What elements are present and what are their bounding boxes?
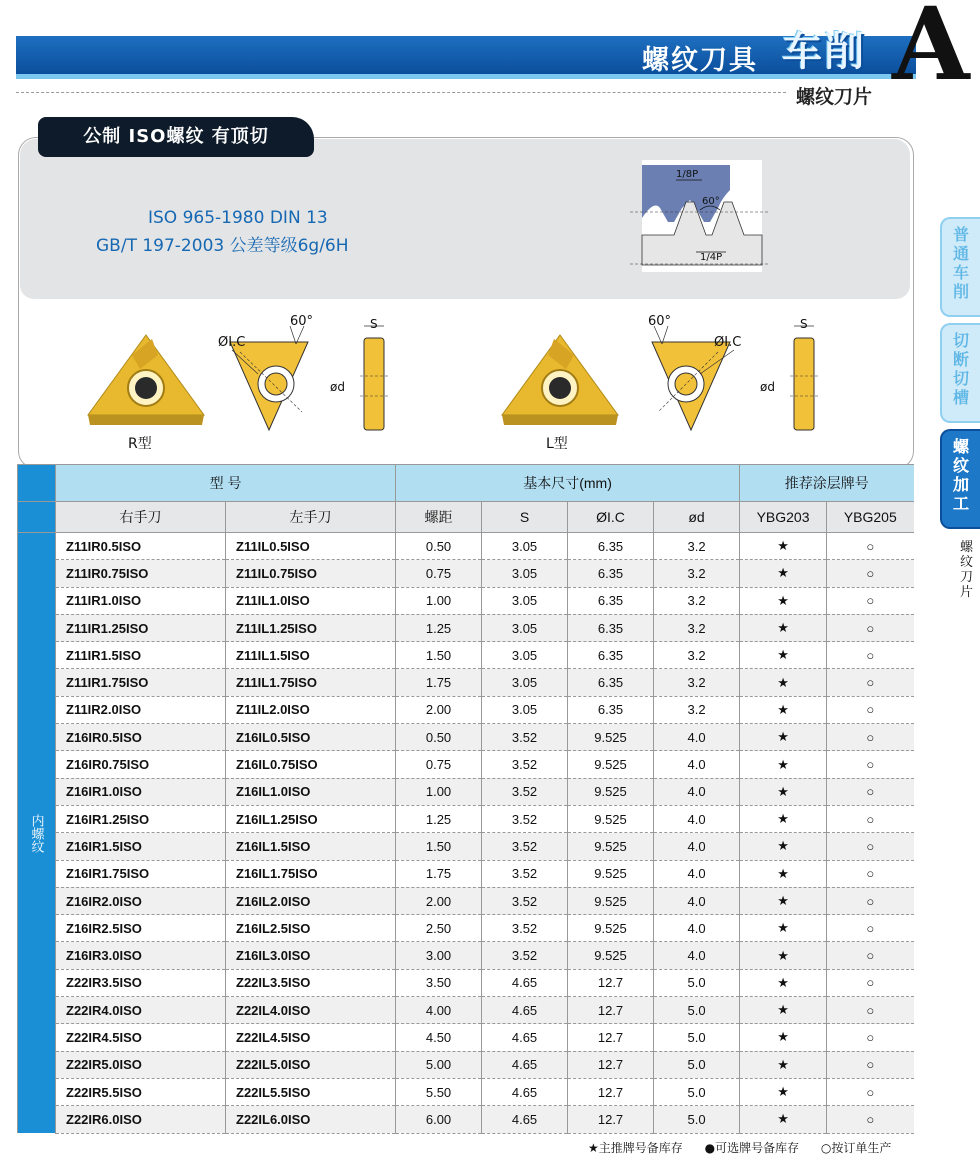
table-cell: 1.75 xyxy=(396,860,482,887)
table-cell: 6.35 xyxy=(568,669,654,696)
table-cell: Z22IR4.5ISO xyxy=(56,1024,226,1051)
table-cell: Z11IR1.5ISO xyxy=(56,642,226,669)
table-cell: Z11IL1.0ISO xyxy=(226,587,396,614)
table-cell: Z16IL1.0ISO xyxy=(226,778,396,805)
table-cell: ★ xyxy=(740,833,827,860)
insert-r-label: R型 xyxy=(128,436,152,452)
table-cell: Z22IL4.0ISO xyxy=(226,997,396,1024)
table-cell: 6.35 xyxy=(568,642,654,669)
table-cell: ○ xyxy=(827,887,914,914)
table-cell: ★ xyxy=(740,696,827,723)
table-cell: 6.35 xyxy=(568,560,654,587)
table-cell: 3.05 xyxy=(482,669,568,696)
table-cell: ○ xyxy=(827,778,914,805)
table-cell: Z16IR0.75ISO xyxy=(56,751,226,778)
table-cell: 0.75 xyxy=(396,560,482,587)
table-cell: Z16IL3.0ISO xyxy=(226,942,396,969)
header-strip xyxy=(16,74,916,79)
header-bar xyxy=(16,36,916,74)
table-cell: 4.65 xyxy=(482,1078,568,1105)
table-cell: 9.525 xyxy=(568,915,654,942)
table-cell: 9.525 xyxy=(568,833,654,860)
thread-pitch-top-label: 1/8P xyxy=(676,169,699,180)
table-cell: 12.7 xyxy=(568,997,654,1024)
table-cell: ★ xyxy=(740,751,827,778)
table-row xyxy=(18,560,914,587)
group-label: 内螺纹 xyxy=(18,533,56,1134)
col-ybg205: YBG205 xyxy=(827,502,914,533)
sidebar-note: 螺纹刀片 xyxy=(960,540,974,600)
table-cell: 1.00 xyxy=(396,778,482,805)
table-cell: ○ xyxy=(827,1024,914,1051)
thread-angle-label: 60° xyxy=(702,196,720,207)
table-cell: Z11IL2.0ISO xyxy=(226,696,396,723)
thread-profile-diagram xyxy=(630,160,770,275)
table-cell: 3.2 xyxy=(654,614,740,641)
table-cell: ○ xyxy=(827,833,914,860)
table-cell: 5.0 xyxy=(654,997,740,1024)
table-cell: ★ xyxy=(740,533,827,560)
page-subtitle: 螺纹刀片 xyxy=(796,86,873,108)
l-d-label: ød xyxy=(760,380,775,394)
sidebar-tab-threading[interactable] xyxy=(940,429,980,529)
table-cell: 4.65 xyxy=(482,969,568,996)
table-cell: 0.50 xyxy=(396,724,482,751)
table-cell: ★ xyxy=(740,614,827,641)
table-cell: ○ xyxy=(827,587,914,614)
table-cell: Z16IR1.0ISO xyxy=(56,778,226,805)
table-cell: ★ xyxy=(740,942,827,969)
header-corner xyxy=(18,465,56,502)
table-cell: 4.65 xyxy=(482,1051,568,1078)
table-cell: Z22IR5.5ISO xyxy=(56,1078,226,1105)
table-cell: ★ xyxy=(740,587,827,614)
table-cell: Z11IR0.5ISO xyxy=(56,533,226,560)
insert-l-label: L型 xyxy=(546,436,568,452)
table-cell: Z16IR2.5ISO xyxy=(56,915,226,942)
table-row xyxy=(18,805,914,832)
table-cell: 3.05 xyxy=(482,696,568,723)
table-row xyxy=(18,696,914,723)
table-cell: 1.25 xyxy=(396,614,482,641)
table-cell: 12.7 xyxy=(568,1078,654,1105)
sidebar-tab-label: 螺纹加工 xyxy=(953,437,970,513)
section-tab: 公制 ISO螺纹 有顶切 xyxy=(38,117,314,157)
table-cell: 2.00 xyxy=(396,887,482,914)
table-row xyxy=(18,915,914,942)
table-cell: 3.2 xyxy=(654,669,740,696)
table-cell: 3.52 xyxy=(482,778,568,805)
header-model: 型 号 xyxy=(56,465,396,502)
table-cell: ○ xyxy=(827,969,914,996)
table-cell: 1.50 xyxy=(396,833,482,860)
table-cell: ○ xyxy=(827,724,914,751)
col-s: S xyxy=(482,502,568,533)
table-cell: 3.2 xyxy=(654,560,740,587)
table-cell: 5.0 xyxy=(654,1051,740,1078)
insert-r-drawing xyxy=(218,312,318,432)
table-cell: Z16IL0.5ISO xyxy=(226,724,396,751)
table-cell: Z11IL0.5ISO xyxy=(226,533,396,560)
table-cell: ○ xyxy=(827,614,914,641)
l-angle-label: 60° xyxy=(648,314,672,329)
insert-l-photo xyxy=(500,333,622,429)
table-cell: Z11IR2.0ISO xyxy=(56,696,226,723)
table-row xyxy=(18,860,914,887)
catalog-title: 螺纹刀具 xyxy=(642,45,758,76)
table-cell: ★ xyxy=(740,724,827,751)
table-cell: 1.75 xyxy=(396,669,482,696)
table-cell: 4.65 xyxy=(482,997,568,1024)
table-row xyxy=(18,1051,914,1078)
table-cell: 3.52 xyxy=(482,942,568,969)
table-row xyxy=(18,778,914,805)
table-cell: Z16IR2.0ISO xyxy=(56,887,226,914)
col-ic: ØI.C xyxy=(568,502,654,533)
table-row xyxy=(18,533,914,560)
table-cell: 9.525 xyxy=(568,724,654,751)
table-cell: ○ xyxy=(827,915,914,942)
table-cell: 4.0 xyxy=(654,751,740,778)
table-cell: 3.52 xyxy=(482,805,568,832)
table-row xyxy=(18,997,914,1024)
table-cell: 1.25 xyxy=(396,805,482,832)
table-cell: 9.525 xyxy=(568,805,654,832)
table-row xyxy=(18,1106,914,1133)
table-row xyxy=(18,724,914,751)
table-cell: ★ xyxy=(740,669,827,696)
table-cell: 2.00 xyxy=(396,696,482,723)
table-cell: ★ xyxy=(740,642,827,669)
table-cell: Z22IL3.5ISO xyxy=(226,969,396,996)
table-cell: 3.52 xyxy=(482,833,568,860)
table-cell: 3.05 xyxy=(482,614,568,641)
insert-r-photo xyxy=(84,333,206,429)
table-cell: ★ xyxy=(740,1024,827,1051)
table-cell: 3.50 xyxy=(396,969,482,996)
table-cell: 5.00 xyxy=(396,1051,482,1078)
table-cell: Z22IL5.5ISO xyxy=(226,1078,396,1105)
table-cell: 6.35 xyxy=(568,696,654,723)
table-cell: ○ xyxy=(827,805,914,832)
table-cell: Z11IR0.75ISO xyxy=(56,560,226,587)
table-cell: ★ xyxy=(740,860,827,887)
legend-star: ★主推牌号备库存 xyxy=(588,1141,683,1155)
table-cell: ★ xyxy=(740,1051,827,1078)
table-cell: Z22IL5.0ISO xyxy=(226,1051,396,1078)
table-cell: Z16IL2.5ISO xyxy=(226,915,396,942)
spec-table xyxy=(17,464,914,1134)
table-cell: Z22IR6.0ISO xyxy=(56,1106,226,1133)
table-cell: 5.0 xyxy=(654,1078,740,1105)
table-cell: 4.0 xyxy=(654,833,740,860)
insert-r-side-view xyxy=(330,318,390,434)
table-cell: ★ xyxy=(740,1106,827,1133)
col-d: ød xyxy=(654,502,740,533)
table-row xyxy=(18,969,914,996)
table-row xyxy=(18,587,914,614)
table-cell: Z16IR1.5ISO xyxy=(56,833,226,860)
table-cell: 2.50 xyxy=(396,915,482,942)
table-cell: Z11IR1.75ISO xyxy=(56,669,226,696)
table-cell: Z16IL0.75ISO xyxy=(226,751,396,778)
table-cell: 3.05 xyxy=(482,560,568,587)
table-cell: Z22IR3.5ISO xyxy=(56,969,226,996)
table-cell: 4.50 xyxy=(396,1024,482,1051)
r-s-label: S xyxy=(370,318,378,331)
table-cell: 5.0 xyxy=(654,1024,740,1051)
table-cell: Z16IR0.5ISO xyxy=(56,724,226,751)
table-cell: 0.75 xyxy=(396,751,482,778)
sidebar-tab-label: 切断切槽 xyxy=(953,331,970,407)
table-cell: ★ xyxy=(740,887,827,914)
thread-pitch-bottom-label: 1/4P xyxy=(700,252,723,263)
table-cell: 6.35 xyxy=(568,614,654,641)
table-cell: 9.525 xyxy=(568,942,654,969)
table-cell: ○ xyxy=(827,696,914,723)
table-cell: 5.0 xyxy=(654,969,740,996)
table-cell: 6.35 xyxy=(568,587,654,614)
table-cell: 9.525 xyxy=(568,887,654,914)
legend xyxy=(588,1139,891,1156)
col-right-hand: 右手刀 xyxy=(56,502,226,533)
table-cell: 3.52 xyxy=(482,887,568,914)
header-corner-2 xyxy=(18,502,56,533)
table-cell: 4.00 xyxy=(396,997,482,1024)
table-cell: 3.52 xyxy=(482,751,568,778)
table-row xyxy=(18,833,914,860)
table-cell: ★ xyxy=(740,560,827,587)
table-cell: ★ xyxy=(740,778,827,805)
table-cell: ○ xyxy=(827,560,914,587)
table-cell: 3.2 xyxy=(654,696,740,723)
table-cell: Z11IL1.75ISO xyxy=(226,669,396,696)
table-row xyxy=(18,751,914,778)
r-ic-label: ØI.C xyxy=(218,335,246,350)
table-cell: 4.0 xyxy=(654,805,740,832)
table-cell: 12.7 xyxy=(568,1024,654,1051)
table-row xyxy=(18,887,914,914)
l-ic-label: ØI.C xyxy=(714,335,742,350)
table-cell: Z16IR1.75ISO xyxy=(56,860,226,887)
standard-line-2: GB/T 197-2003 公差等级6g/6H xyxy=(96,236,349,256)
table-cell: ★ xyxy=(740,997,827,1024)
table-cell: ○ xyxy=(827,1078,914,1105)
table-cell: ○ xyxy=(827,997,914,1024)
table-cell: 3.52 xyxy=(482,724,568,751)
table-cell: 9.525 xyxy=(568,751,654,778)
col-pitch: 螺距 xyxy=(396,502,482,533)
table-cell: 4.0 xyxy=(654,860,740,887)
table-cell: 6.00 xyxy=(396,1106,482,1133)
table-cell: 3.2 xyxy=(654,587,740,614)
table-cell: 4.0 xyxy=(654,887,740,914)
table-cell: ★ xyxy=(740,969,827,996)
table-cell: 4.65 xyxy=(482,1024,568,1051)
table-cell: 3.52 xyxy=(482,860,568,887)
table-cell: 5.50 xyxy=(396,1078,482,1105)
section-letter: A xyxy=(892,0,970,103)
table-row xyxy=(18,942,914,969)
table-cell: ★ xyxy=(740,805,827,832)
table-cell: Z16IR1.25ISO xyxy=(56,805,226,832)
table-cell: 3.05 xyxy=(482,587,568,614)
table-cell: Z11IR1.0ISO xyxy=(56,587,226,614)
table-cell: 1.00 xyxy=(396,587,482,614)
table-cell: Z11IL0.75ISO xyxy=(226,560,396,587)
table-row xyxy=(18,642,914,669)
r-d-label: ød xyxy=(330,380,345,394)
table-cell: Z11IL1.5ISO xyxy=(226,642,396,669)
table-row xyxy=(18,1024,914,1051)
category-label: 车削 xyxy=(782,29,866,75)
table-cell: 0.50 xyxy=(396,533,482,560)
table-cell: 3.2 xyxy=(654,642,740,669)
table-cell: 6.35 xyxy=(568,533,654,560)
table-row xyxy=(18,614,914,641)
legend-dot: ●可选牌号备库存 xyxy=(704,1141,800,1155)
col-left-hand: 左手刀 xyxy=(226,502,396,533)
table-cell: Z11IR1.25ISO xyxy=(56,614,226,641)
table-cell: 3.05 xyxy=(482,533,568,560)
standard-line-1: ISO 965-1980 DIN 13 xyxy=(148,208,328,228)
legend-circle: ○按订单生产 xyxy=(820,1141,892,1155)
header-grade: 推荐涂层牌号 xyxy=(740,465,914,502)
divider xyxy=(16,92,786,93)
table-cell: Z16IL1.75ISO xyxy=(226,860,396,887)
table-cell: ○ xyxy=(827,751,914,778)
table-cell: 4.0 xyxy=(654,942,740,969)
table-cell: ○ xyxy=(827,533,914,560)
table-row xyxy=(18,1078,914,1105)
table-cell: ○ xyxy=(827,1051,914,1078)
table-cell: Z11IL1.25ISO xyxy=(226,614,396,641)
table-cell: Z16IR3.0ISO xyxy=(56,942,226,969)
sidebar-tab-general-turning[interactable] xyxy=(940,217,980,317)
table-cell: 5.0 xyxy=(654,1106,740,1133)
table-cell: Z22IR5.0ISO xyxy=(56,1051,226,1078)
table-cell: ○ xyxy=(827,942,914,969)
table-cell: 9.525 xyxy=(568,860,654,887)
table-cell: Z16IL1.25ISO xyxy=(226,805,396,832)
table-cell: 3.2 xyxy=(654,533,740,560)
table-cell: 9.525 xyxy=(568,778,654,805)
table-row xyxy=(18,669,914,696)
table-cell: 12.7 xyxy=(568,1051,654,1078)
header-dimensions: 基本尺寸(mm) xyxy=(396,465,740,502)
table-cell: ○ xyxy=(827,669,914,696)
r-angle-label: 60° xyxy=(290,314,314,329)
table-cell: Z22IR4.0ISO xyxy=(56,997,226,1024)
table-cell: 12.7 xyxy=(568,1106,654,1133)
table-cell: 3.52 xyxy=(482,915,568,942)
sidebar-tab-parting-grooving[interactable] xyxy=(940,323,980,423)
table-cell: 4.65 xyxy=(482,1106,568,1133)
table-cell: Z16IL2.0ISO xyxy=(226,887,396,914)
table-cell: 4.0 xyxy=(654,778,740,805)
table-cell: ○ xyxy=(827,1106,914,1133)
table-cell: Z22IL6.0ISO xyxy=(226,1106,396,1133)
insert-l-side-view xyxy=(760,318,820,434)
table-cell: ★ xyxy=(740,915,827,942)
table-cell: 1.50 xyxy=(396,642,482,669)
col-ybg203: YBG203 xyxy=(740,502,827,533)
table-cell: 3.00 xyxy=(396,942,482,969)
table-cell: ○ xyxy=(827,860,914,887)
l-s-label: S xyxy=(800,318,808,331)
table-cell: 12.7 xyxy=(568,969,654,996)
table-cell: ★ xyxy=(740,1078,827,1105)
table-cell: 4.0 xyxy=(654,724,740,751)
insert-l-drawing xyxy=(638,312,748,432)
table-cell: Z16IL1.5ISO xyxy=(226,833,396,860)
sidebar-tab-label: 普通车削 xyxy=(953,225,970,301)
table-cell: 3.05 xyxy=(482,642,568,669)
table-cell: Z22IL4.5ISO xyxy=(226,1024,396,1051)
table-cell: 4.0 xyxy=(654,915,740,942)
table-cell: ○ xyxy=(827,642,914,669)
